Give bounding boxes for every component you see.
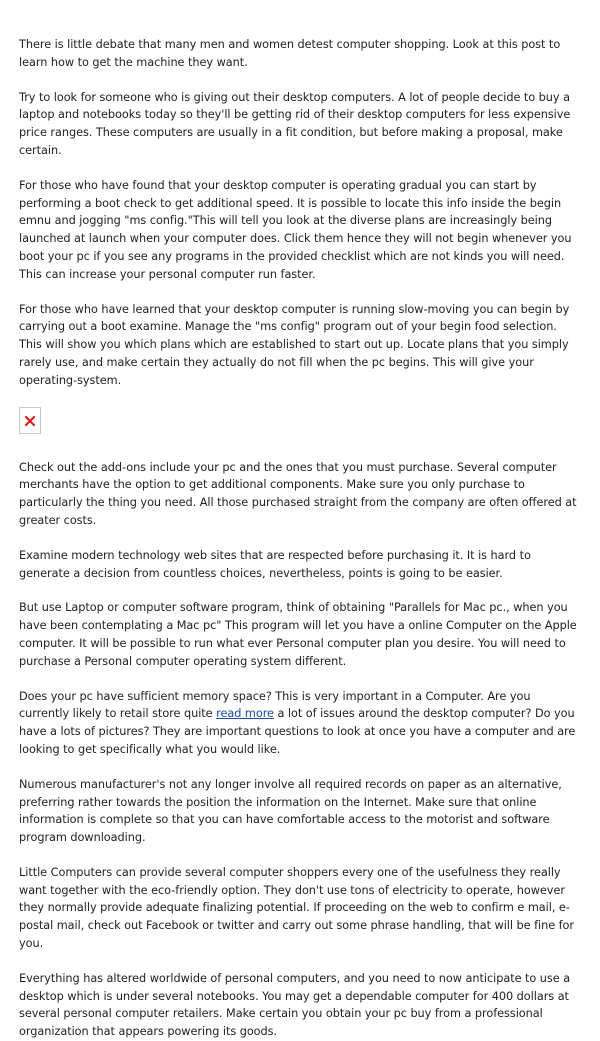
paragraph-tech-sites: Examine modern technology web sites that are respected before purchasing it. It is hard to generate a decision from countless choices, nevertheless, points is going to be easier. (19, 548, 531, 580)
paragraph-online-records: Numerous manufacturer's not any longer involve all required records on paper as an alternative, preferring rather towards the position the information on the Internet. Make sure that online information is complete so that you can have comfortable access to the motorist and software program downloading. (19, 777, 562, 845)
paragraph-add-ons: Check out the add-ons include your pc and the ones that you must purchase. Several computer merchants have the option to get additional components. Make sure you only purchase to particularly the thing you need. All those purchased straight from the company are often offered at greater costs. (19, 460, 577, 527)
paragraph-everything-altered: Everything has altered worldwide of personal computers, and you need to now anticipate to use a desktop which is under several notebooks. You may get a dependable computer for 400 dollars at several personal computer retailers. Make certain you obtain your pc buy from a professional organization that appears powering its goods. (19, 971, 571, 1039)
broken-image-x-icon (24, 415, 36, 427)
paragraph-boot-examine: For those who have learned that your desktop computer is running slow-moving you can begin by carrying out a boot examine. Manage the "ms config" program out of your begin food selection. This will show you which plans which are established to start out up. Locate plans that you simply rarely use, and make certain they actually do not fill when the pc begins. This will give your operating-system. (19, 302, 570, 387)
paragraph-intro: There is little debate that many men and women detest computer shopping. Look at this post to learn how to get the machine they want. (19, 38, 561, 69)
broken-image-icon (19, 407, 41, 434)
paragraph-memory-after: a lot of issues around the desktop computer? Do you have a lots of pictures? They are important questions to look at once you have a computer and are looking to get specifically what you would like. (19, 707, 576, 756)
paragraph-memory-before: Does your pc have sufficient memory space? This is very important in a Computer. Are you currently likely to retail store quite (19, 689, 531, 721)
paragraph-little-computers: Little Computers can provide several computer shoppers every one of the usefulness they really want together with the eco-friendly option. They don't use tons of electricity to operate, however they normally provide adequate finalizing potential. If proceeding on the web to confirm e mail, e-postal mail, check out Facebook or twitter and carry out some phrase handling, that will be fine for you. (19, 865, 575, 951)
paragraph-memory (19, 688, 581, 759)
read-more-link[interactable]: read more (216, 707, 274, 721)
paragraph-parallels: But use Laptop or computer software program, think of obtaining "Parallels for Mac pc., when you have been contemplating a Mac pc" This program will let you have a online Computer on the Apple computer. It will be possible to run what ever Personal computer plan you desire. You will need to purchase a Personal computer operating system different. (19, 601, 577, 668)
paragraph-used-desktops: Try to look for someone who is giving out their desktop computers. A lot of people decide to buy a laptop and notebooks today so they'll be getting rid of their desktop computers for less expensive price ranges. These computers are usually in a fit condition, but before making a proposal, make certain. (19, 90, 571, 157)
paragraph-boot-check: For those who have found that your desktop computer is operating gradual you can start by performing a boot check to get additional speed. It is possible to locate this info inside the begin emnu and jogging "ms config."This will tell you look at the diverse plans are increasingly being launched at launch when your computer does. Click them hence they will not begin whenever you boot your pc if you see any programs in the provided checklist which are not kinds you will need. This can increase your personal computer run faster. (19, 178, 572, 281)
